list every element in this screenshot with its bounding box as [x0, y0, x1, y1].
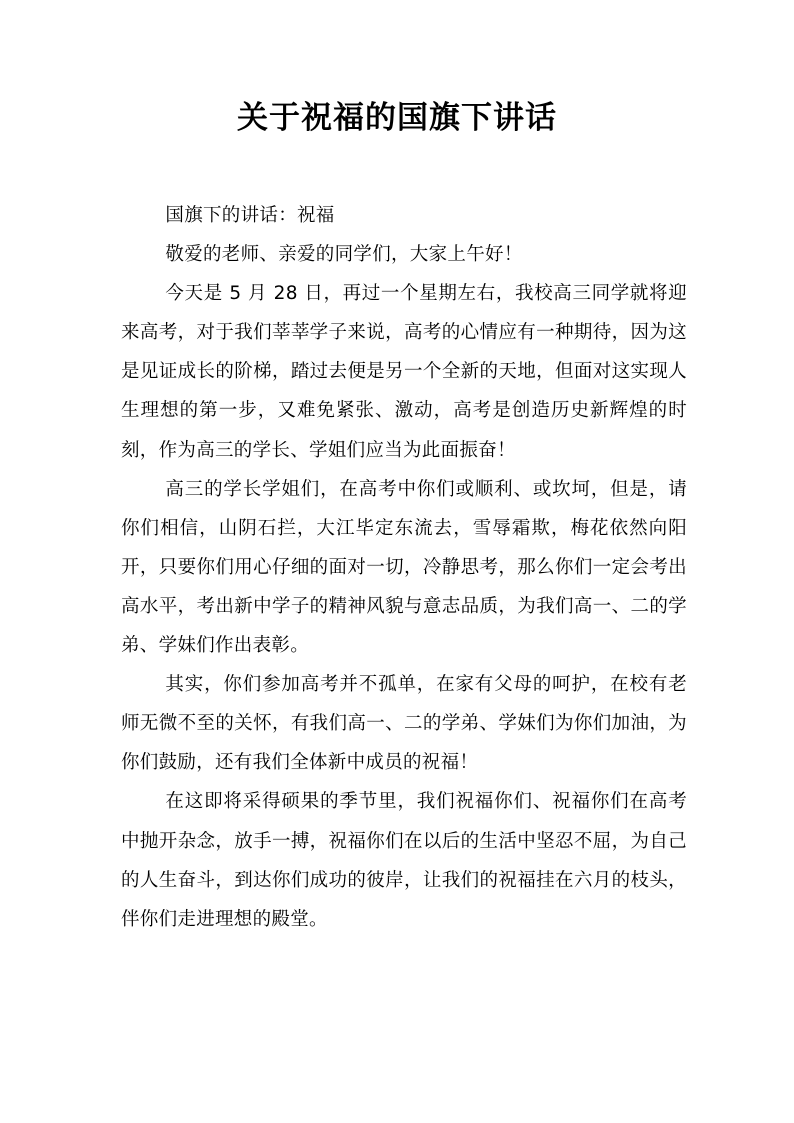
paragraph-2: 高三的学长学姐们，在高考中你们或顺利、或坎坷，但是，请你们相信，山阴石拦，大江毕定东流去，雪辱霜欺，梅花依然向阳开，只要你们用心仔细的面对一切，冷静思考，那么你们一定会考出高水平，考出新中学子的精神风貌与意志品质，为我们高一、二的学弟、学妹们作出表彰。	[121, 478, 687, 657]
paragraph-greeting: 敬爱的老师、亲爱的同学们，大家上午好！	[165, 244, 523, 266]
document-body	[121, 196, 687, 939]
paragraph-4: 在这即将采得硕果的季节里，我们祝福你们、祝福你们在高考中抛开杂念，放手一搏，祝福你们在以后的生活中坚忍不屈，为自己的人生奋斗，到达你们成功的彼岸，让我们的祝福挂在六月的枝头，伴你们走进理想的殿堂。	[121, 791, 687, 930]
paragraph-heading: 国旗下的讲话：祝福	[165, 205, 335, 226]
paragraph-1: 今天是 5 月 28 日，再过一个星期左右，我校高三同学就将迎来高考，对于我们莘莘学子来说，高考的心情应有一种期待，因为这是见证成长的阶梯，踏过去便是另一个全新的天地，但面对这实现人生理想的第一步，又难免紧张、激动，高考是创造历史新辉煌的时刻，作为高三的学长、学姐们应当为此面振奋！	[121, 283, 687, 461]
paragraph-3: 其实，你们参加高考并不孤单，在家有父母的呵护，在校有老师无微不至的关怀，有我们高一、二的学弟、学妹们为你们加油，为你们鼓励，还有我们全体新中成员的祝福！	[121, 674, 687, 774]
document-title: 关于祝福的国旗下讲话	[237, 100, 557, 136]
